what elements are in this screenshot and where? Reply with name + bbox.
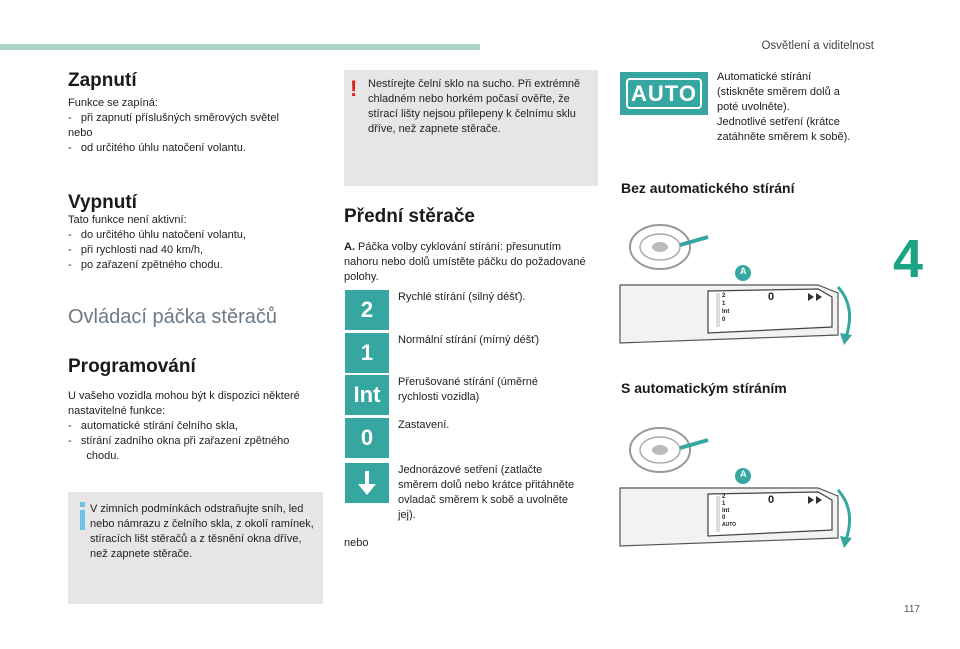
heading-predni-sterace: Přední stěrače [344,206,475,227]
vypnuti-body: Tato funkce není aktivní: - do určitého úhlu natočení volantu, - při rychlosti nad 40 km/h, - po zařazení zpětného chodu. [68,214,246,271]
intro-label: A. [344,241,355,253]
lever2-mark-0: 0 [722,515,726,521]
steering-lever-auto-icon [618,418,858,558]
page-number: 117 [904,604,920,615]
illustration-label-a: A [740,266,747,276]
lever-mark-int: Int [722,309,730,315]
badge-off: 0 [345,418,389,458]
item-int-text: Přerušované stírání (úměrné rychlosti vozidla) [398,376,539,403]
info-icon [80,502,85,507]
lever-mark-1: 1 [722,301,726,307]
section-title: Osvětlení a viditelnost [761,40,874,52]
auto-badge-label: AUTO [631,80,697,106]
badge-fast: 2 [345,290,389,330]
info-icon-bar [80,510,85,530]
lever2-zero-mark: 0 [768,494,775,506]
illustration-label-a-2: A [740,469,747,479]
warning-icon: ! [350,76,358,101]
steering-lever-icon [618,215,858,355]
badge-int: Int [345,375,389,415]
lever2-mark-int: Int [722,508,730,514]
warning-note-box [344,70,598,186]
illustration-lever-manual [618,215,858,355]
item-normal-text: Normální stírání (mírný déšť) [398,334,540,346]
header-bar [0,44,480,50]
lever2-mark-auto: AUTO [722,522,737,528]
heading-vypnuti: Vypnutí [68,192,137,213]
lever-zero-mark: 0 [768,291,775,303]
item-off-text: Zastavení. [398,419,450,431]
info-note-text: V zimních podmínkách odstraňujte sníh, led nebo námrazu z čelního skla, z okolí ramínek, stíracích lišt stěračů a z těsnění okna dříve, než zapnete stěrače. [90,503,314,560]
heading-programovani: Programování [68,356,196,377]
warning-note-text: Nestírejte čelní sklo na sucho. Při extrémně chladném nebo horkém počasí ověřte, že stírací lišty nejsou přilepeny k čelnímu sklu dříve, než zapnete stěrače. [368,78,581,135]
item-fast-text: Rychlé stírání (silný déšť). [398,291,526,303]
auto-badge [620,72,708,115]
heading-zapnuti: Zapnutí [68,70,137,91]
nebo-text: nebo [344,537,369,549]
chapter-number: 4 [893,229,924,289]
lever-mark-0: 0 [722,317,726,323]
heading-ovladaci-packa: Ovládací páčka stěračů [68,306,277,328]
lever2-mark-1: 1 [722,501,726,507]
arrow-down-icon [355,469,379,497]
zapnuti-body: Funkce se zapíná: - při zapnutí příslušných směrových světel nebo - od určitého úhlu natočení volantu. [68,97,279,154]
heading-bez-automatickeho: Bez automatického stírání [621,180,795,196]
intro-text [344,240,596,285]
heading-s-automatickym: S automatickým stíráním [621,380,787,396]
info-note-box [68,492,323,604]
auto-text: Automatické stírání (stiskněte směrem dolů a poté uvolněte). Jednotlivé setření (krátce zatáhněte směrem k sobě). [717,71,851,143]
lever2-mark-2: 2 [722,494,726,500]
badge-normal: 1 [345,333,389,373]
programovani-body: U vašeho vozidla mohou být k dispozici některé nastavitelné funkce: - automatické stírání čelního skla, - stírání zadního okna při zařazení zpětného chodu. [68,390,300,462]
item-single-wipe-text: Jednorázové setření (zatlačte směrem dolů nebo krátce přitáhněte ovladač směrem k sobě a uvolněte jej). [398,464,575,521]
lever-mark-2: 2 [722,293,726,299]
illustration-lever-auto [618,418,858,558]
intro-body: Páčka volby cyklování stírání: přesunutím nahoru nebo dolů umístěte páčku do požadované polohy. [344,241,586,283]
badge-single-wipe [345,463,389,503]
